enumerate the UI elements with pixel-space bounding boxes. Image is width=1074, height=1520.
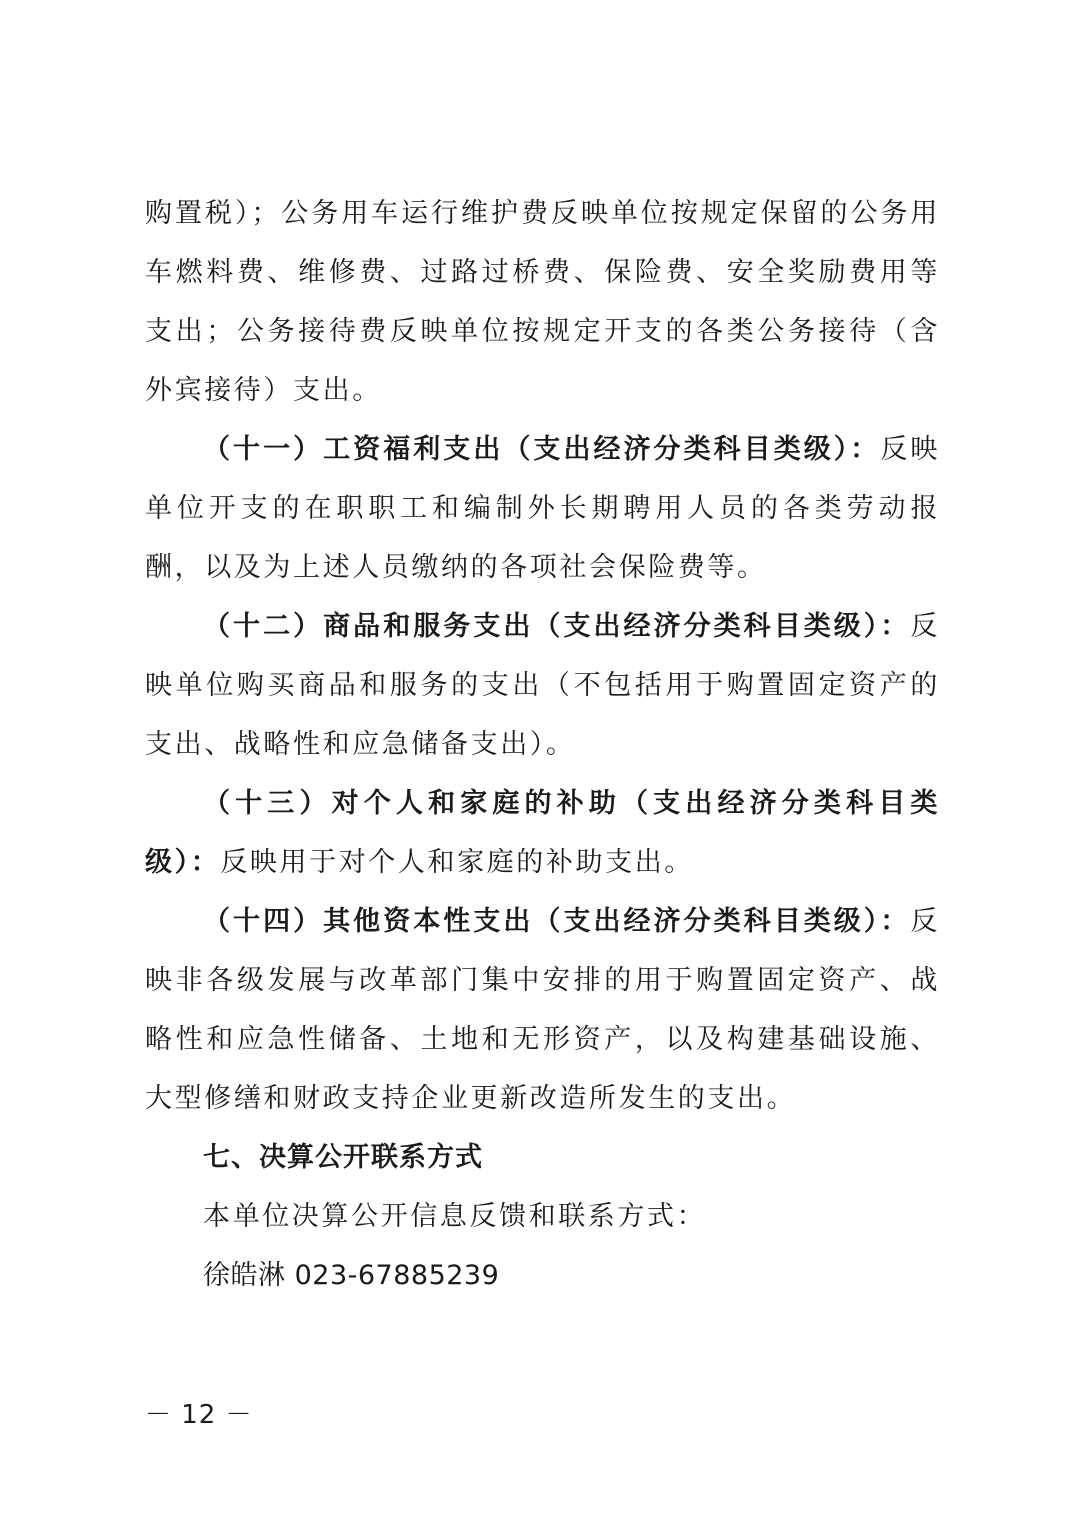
contact-info: 徐皓淋 023-67885239 [203,1260,500,1291]
item-11-heading: （十一）工资福利支出（支出经济分类科目类级）： [203,434,881,465]
item-13-heading: （十三）对个人和家庭的补助（支出经济分类科目类级）： [145,788,940,878]
item-14-paragraph [145,892,940,1128]
item-12-heading: （十二）商品和服务支出（支出经济分类科目类级）： [203,611,911,642]
section-title: 七、决算公开联系方式 [203,1142,483,1173]
item-11-paragraph [145,420,940,597]
page-number: － 12 － [145,1400,253,1430]
document-body [145,184,940,1305]
contact-intro: 本单位决算公开信息反馈和联系方式： [203,1201,707,1232]
item-11-body: 反映单位开支的在职职工和编制外长期聘用人员的各类劳动报酬，以及为上述人员缴纳的各项社会保险费等。 [145,434,940,583]
item-13-body: 反映用于对个人和家庭的补助支出。 [220,847,694,878]
item-14-body: 反映非各级发展与改革部门集中安排的用于购置固定资产、战略性和应急性储备、土地和无形资产，以及构建基础设施、大型修缮和财政支持企业更新改造所发生的支出。 [145,906,940,1114]
item-13-paragraph [145,774,940,892]
item-14-heading: （十四）其他资本性支出（支出经济分类科目类级）： [203,906,911,937]
item-12-body: 反映单位购买商品和服务的支出（不包括用于购置固定资产的支出、战略性和应急储备支出）。 [145,611,940,760]
intro-paragraph: 购置税）；公务用车运行维护费反映单位按规定保留的公务用车燃料费、维修费、过路过桥费、保险费、安全奖励费用等支出；公务接待费反映单位按规定开支的各类公务接待（含外宾接待）支出。 [145,198,940,406]
item-12-paragraph [145,597,940,774]
